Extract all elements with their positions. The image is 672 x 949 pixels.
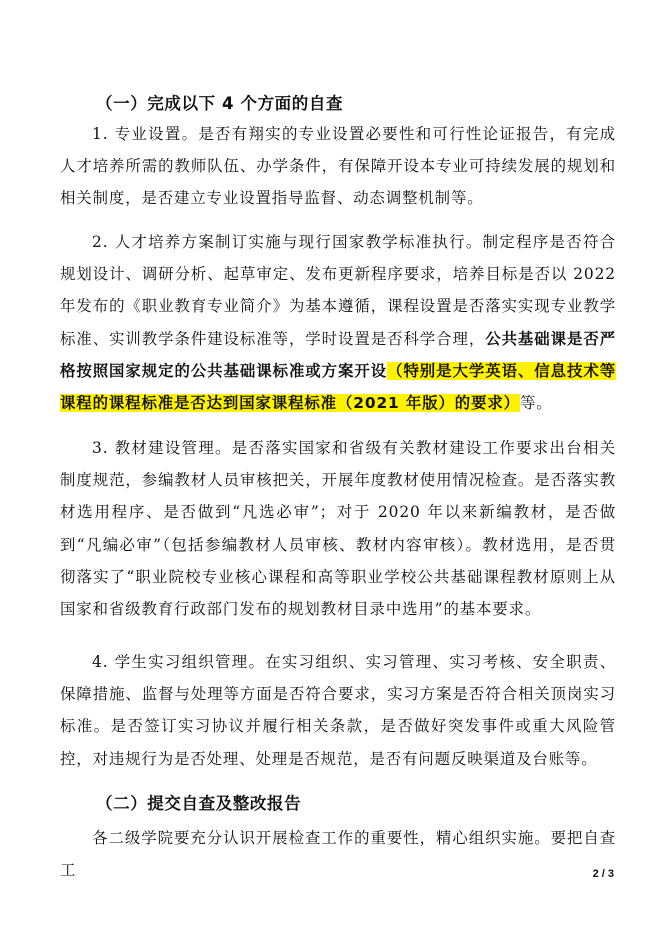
paragraph-text: 2. 人才培养方案制订实施与现行国家教学标准执行。制定程序是否符合规划设计、调研分析、起草审定、发布更新程序要求，培养目标是否以 2022 年发布的《职业教育专业简介》为基本遵循，课程设置是否落实实现专业教学标准、实训教学条件建设标准等，学时设置是否科学合理， (60, 233, 616, 348)
paragraph-text: 各二级学院要充分认识开展检查工作的重要性，精心组织实施。要把自查工 (60, 829, 616, 880)
paragraph-item-3 (60, 432, 616, 625)
paragraph-item-4 (60, 646, 616, 775)
paragraph-section-2 (60, 822, 616, 886)
paragraph-text: 3. 教材建设管理。是否落实国家和省级有关教材建设工作要求出台相关制度规范，参编教材人员审核把关，开展年度教材使用情况检查。是否落实教材选用程序、是否做到“凡选必审”；对于 2020 年以来新编教材，是否做到“凡编必审”（包括参编教材人员审核、教材内容审核）。教材选用，是否贯彻落实了“职业院校专业核心课程和高等职业学校公共基础课程教材原则上从国家和省级教育行政部门发布的规划教材目录中选用”的基本要求。 (60, 439, 616, 619)
bold-text: 公共基础课是否严格按照国家规定的公共基础课标准或方案开设 (60, 329, 616, 380)
paragraph-item-2 (60, 226, 616, 419)
section-heading-1: （一）完成以下 4 个方面的自查 (96, 94, 344, 113)
paragraph-text: 1. 专业设置。是否有翔实的专业设置必要性和可行性论证报告，有完成人才培养所需的教师队伍、办学条件，有保障开设本专业可持续发展的规划和相关制度，是否建立专业设置指导监督、动态调整机制等。 (60, 125, 616, 208)
paragraph-item-1 (60, 118, 616, 215)
highlighted-text: （特别是大学英语、信息技术等课程的课程标准是否达到国家课程标准（2021 年版）的要求） (60, 361, 616, 413)
page-number: 2 / 3 (592, 868, 614, 880)
paragraph-text-tail: 等。 (519, 394, 553, 413)
section-heading-2: （二）提交自查及整改报告 (96, 794, 302, 813)
paragraph-text: 4. 学生实习组织管理。在实习组织、实习管理、实习考核、安全职责、保障措施、监督与处理等方面是否符合要求，实习方案是否符合相关顶岗实习标准。是否签订实习协议并履行相关条款，是否做好突发事件或重大风险管控，对违规行为是否处理、处理是否规范，是否有问题反映渠道及台账等。 (60, 653, 616, 768)
